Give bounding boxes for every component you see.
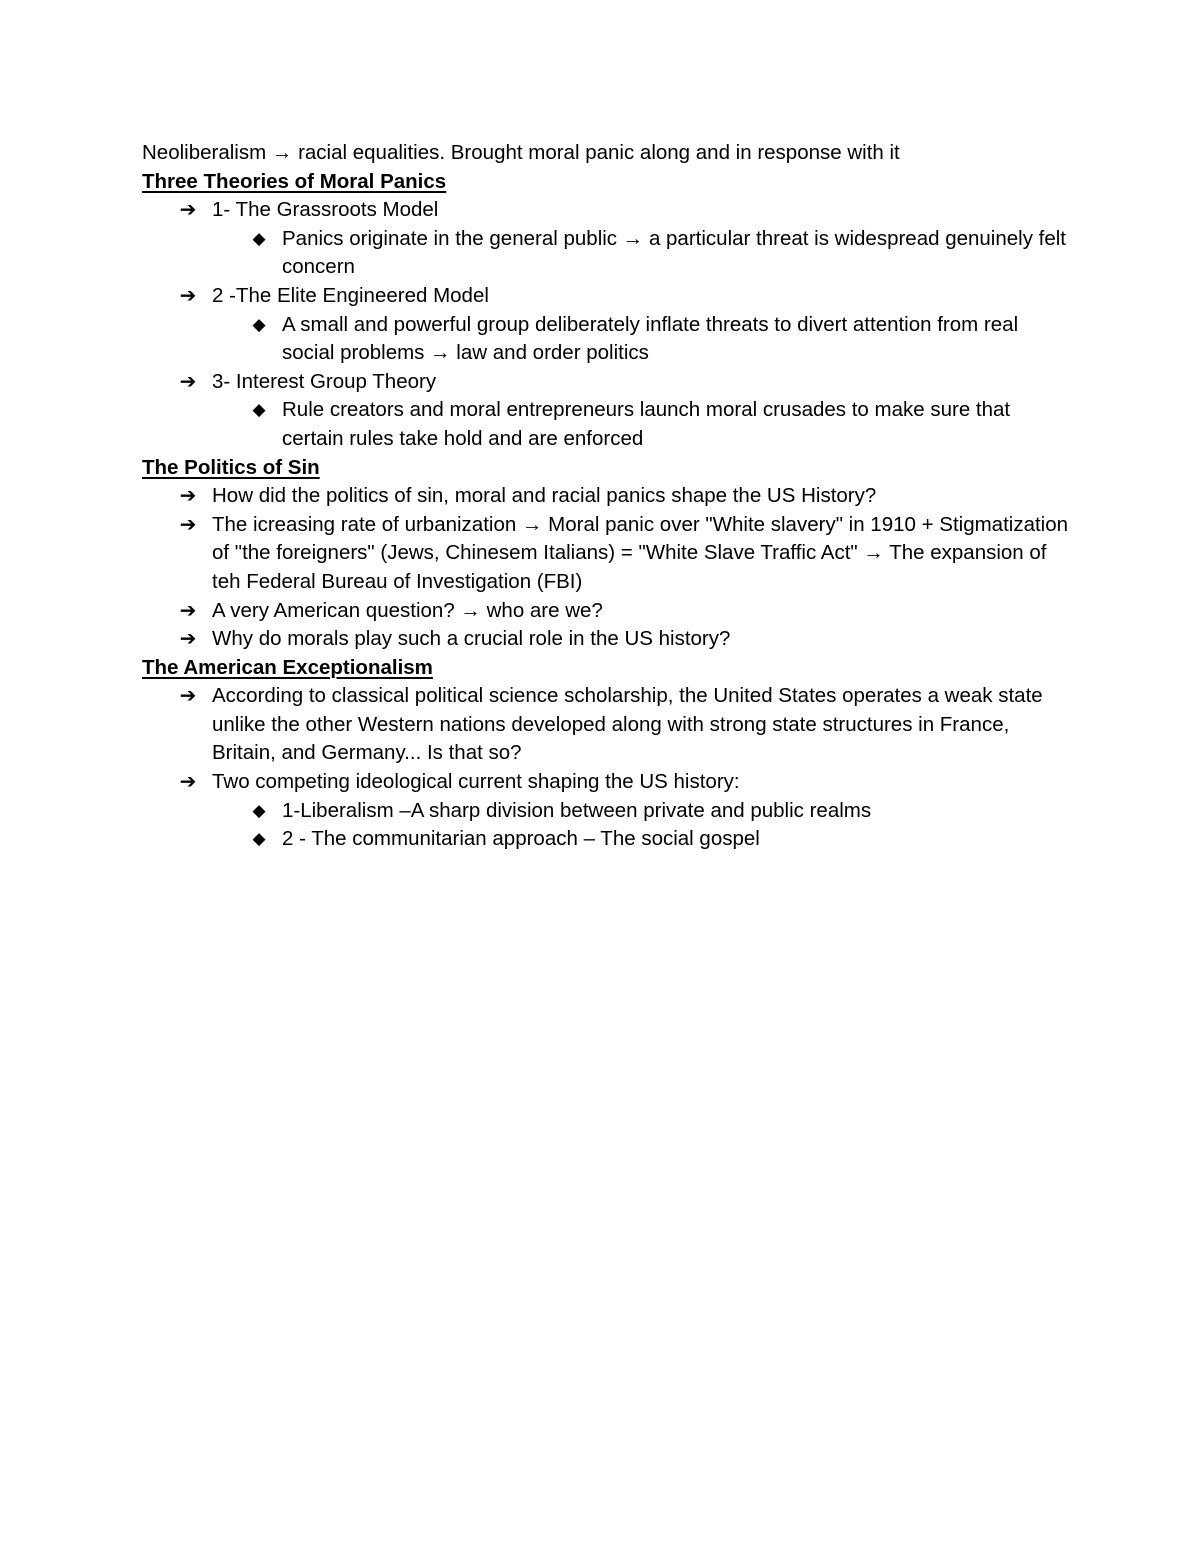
list-item — [142, 368, 1072, 397]
diamond-bullet-icon: ◆ — [252, 400, 266, 420]
arrow-icon: ➔ — [179, 628, 197, 651]
section-heading-politics-of-sin: The Politics of Sin — [142, 455, 320, 479]
list-subitem — [142, 225, 1072, 282]
list-subitem-text: 2 - The communitarian approach – The social gospel — [282, 827, 760, 851]
list-subitem — [142, 797, 1072, 826]
list-item-text: Two competing ideological current shaping the US history: — [212, 770, 740, 794]
list-item — [142, 282, 1072, 311]
list-item — [142, 482, 1072, 511]
list-item-text: How did the politics of sin, moral and racial panics shape the US History? — [212, 484, 877, 508]
arrow-icon: ➔ — [179, 513, 197, 536]
list-subitem-text: Panics originate in the general public → a particular threat is widespread genuinely felt concern — [282, 226, 1067, 279]
list-subitem — [142, 311, 1072, 368]
list-item-text: 1- The Grassroots Model — [212, 198, 439, 222]
list-item-text: Why do morals play such a crucial role in the US history? — [212, 627, 731, 651]
arrow-icon: ➔ — [179, 485, 197, 508]
arrow-icon: ➔ — [179, 370, 197, 393]
list-subitem — [142, 825, 1072, 854]
list-item — [142, 682, 1072, 768]
list-item-text: 2 -The Elite Engineered Model — [212, 283, 489, 307]
section-heading-american-exceptionalism: The American Exceptionalism — [142, 655, 433, 679]
diamond-bullet-icon: ◆ — [252, 228, 266, 248]
list-subitem-text: 1-Liberalism –A sharp division between private and public realms — [282, 798, 872, 822]
section-heading-moral-panics: Three Theories of Moral Panics — [142, 169, 447, 193]
diamond-bullet-icon: ◆ — [252, 800, 266, 820]
diamond-bullet-icon: ◆ — [252, 314, 266, 334]
list-item-text: A very American question? → who are we? — [212, 598, 603, 622]
document-page — [142, 139, 1072, 854]
arrow-icon: ➔ — [179, 771, 197, 794]
arrow-icon: ➔ — [179, 599, 197, 622]
arrow-icon: ➔ — [179, 685, 197, 708]
arrow-icon: ➔ — [179, 199, 197, 222]
list-item-text: 3- Interest Group Theory — [212, 369, 437, 393]
arrow-icon: ➔ — [179, 284, 197, 307]
list-item — [142, 768, 1072, 797]
diamond-bullet-icon: ◆ — [252, 829, 266, 849]
list-subitem-text: Rule creators and moral entrepreneurs launch moral crusades to make sure that certain rules take hold and are enforced — [282, 398, 1011, 450]
list-item — [142, 597, 1072, 626]
list-item — [142, 511, 1072, 597]
list-item-text: The icreasing rate of urbanization → Moral panic over "White slavery" in 1910 + Stigmatization of "the foreigners" (Jews, Chinesem Italians) = "White Slave Traffic Act" → The expansion of teh Federal Bureau of Investigation (FBI) — [212, 512, 1069, 593]
intro-line: Neoliberalism → racial equalities. Brought moral panic along and in response with it — [142, 141, 900, 164]
list-item — [142, 625, 1072, 654]
list-item — [142, 196, 1072, 225]
list-subitem — [142, 396, 1072, 453]
list-item-text: According to classical political science scholarship, the United States operates a weak state unlike the other Western nations developed along with strong state structures in France, Britain, and Germany... Is that so? — [212, 684, 1043, 765]
list-subitem-text: A small and powerful group deliberately inflate threats to divert attention from real social problems → law and order politics — [282, 312, 1019, 365]
